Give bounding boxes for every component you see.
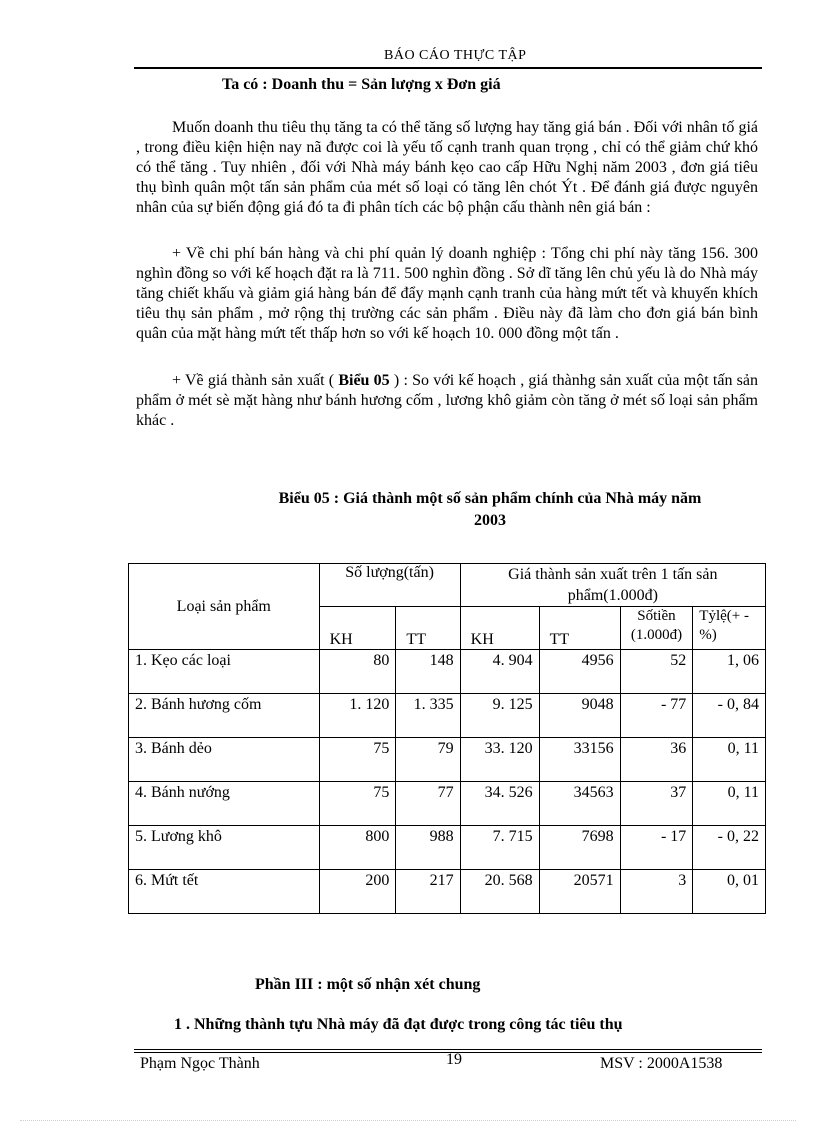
cell-quantity-plan: 80	[319, 650, 396, 694]
cell-quantity-actual: 148	[396, 650, 460, 694]
table-row	[129, 782, 766, 826]
header-cost-plan: KH	[460, 607, 539, 650]
cell-quantity-plan: 1. 120	[319, 694, 396, 738]
cell-quantity-plan: 75	[319, 782, 396, 826]
header-production-cost: Giá thành sản xuất trên 1 tấn sản phẩm(1.000đ)	[460, 564, 765, 607]
cell-cost-actual: 7698	[539, 826, 620, 870]
table-caption-line1: Biểu 05 : Giá thành một số sản phẩm chính của Nhà máy năm	[278, 490, 702, 507]
cell-cost-plan: 34. 526	[460, 782, 539, 826]
table-row	[129, 694, 766, 738]
cell-quantity-actual: 217	[396, 870, 460, 914]
paragraph-production-cost	[136, 371, 758, 431]
header-quantity-actual: TT	[396, 607, 460, 650]
header-divider	[134, 67, 762, 69]
table-row	[129, 826, 766, 870]
cell-amount: 3	[620, 870, 693, 914]
cell-product-name: 3. Bánh dẻo	[129, 738, 320, 782]
cell-amount: - 17	[620, 826, 693, 870]
cell-cost-plan: 7. 715	[460, 826, 539, 870]
cell-rate: 0, 11	[693, 782, 766, 826]
cell-amount: - 77	[620, 694, 693, 738]
table-caption-line2: 2003	[474, 512, 506, 529]
cell-cost-plan: 9. 125	[460, 694, 539, 738]
cell-cost-actual: 20571	[539, 870, 620, 914]
cell-quantity-actual: 77	[396, 782, 460, 826]
table-row	[129, 738, 766, 782]
cell-quantity-plan: 200	[319, 870, 396, 914]
cell-cost-actual: 4956	[539, 650, 620, 694]
table-header-row	[129, 564, 766, 607]
table-body	[129, 650, 766, 914]
cell-amount: 37	[620, 782, 693, 826]
page-edge-divider	[20, 1120, 796, 1121]
footer-divider-top	[134, 1049, 762, 1050]
cell-rate: - 0, 22	[693, 826, 766, 870]
cell-rate: 0, 11	[693, 738, 766, 782]
footer-author: Phạm Ngọc Thành	[140, 1055, 260, 1072]
subsection-title: 1 . Những thành tựu Nhà máy đã đạt được trong công tác tiêu thụ	[174, 1016, 623, 1033]
cell-cost-plan: 4. 904	[460, 650, 539, 694]
paragraph-price-factors: Muốn doanh thu tiêu thụ tăng ta có thể tăng số lượng hay tăng giá bán . Đối với nhân tố giá , trong điều kiện hiện nay nã được coi là yếu tố cạnh tranh quan trọng , chỉ có thể giảm chứ khó có thể tăng . Tuy nhiên , đối với Nhà máy bánh kẹo cao cấp Hữu Nghị năm 2003 , đơn giá tiêu thụ bình quân một tấn sản phẩm của mét số loại có tăng lên chót Ýt . Để đánh giá được nguyên nhân của sự biến động giá đó ta đi phân tích các bộ phận cấu thành nên giá bán :	[136, 119, 758, 216]
cell-cost-plan: 33. 120	[460, 738, 539, 782]
table-row	[129, 870, 766, 914]
header-quantity: Số lượng(tấn)	[319, 564, 460, 607]
cell-amount: 52	[620, 650, 693, 694]
cell-product-name: 5. Lương khô	[129, 826, 320, 870]
cell-amount: 36	[620, 738, 693, 782]
table-row	[129, 650, 766, 694]
section-title: Phần III : một số nhận xét chung	[255, 976, 481, 993]
cell-product-name: 1. Kẹo các loại	[129, 650, 320, 694]
header-rate: Tỷlệ(+ -%)	[693, 607, 766, 650]
paragraph-production-cost-end: ) : So với kế hoạch , giá thànhg sản xuất của một tấn sản phẩm ở mét sè mặt hàng như bánh hương cốm , lương khô giảm còn tăng ở mét số loại sản phẩm khác .	[136, 372, 759, 429]
cell-quantity-actual: 988	[396, 826, 460, 870]
table-caption	[230, 488, 750, 532]
paragraph-selling-costs: + Về chi phí bán hàng và chi phí quản lý doanh nghiệp : Tổng chi phí này tăng 156. 300 nghìn đồng so với kế hoạch đặt ra là 711. 500 nghìn đồng . Sở dĩ tăng lên chủ yếu là do Nhà máy tăng chiết khấu và giảm giá hàng bán để đẩy mạnh cạnh tranh của hàng mứt tết và khuyến khích tiêu thụ sản phẩm , mở rộng thị trường các sản phẩm . Điều này đã làm cho đơn giá bán bình quân của mặt hàng mứt tết thấp hơn so với kế hoạch 10. 000 đồng một tấn .	[136, 245, 758, 342]
cell-product-name: 4. Bánh nướng	[129, 782, 320, 826]
report-header-title: BÁO CÁO THỰC TẬP	[384, 48, 527, 63]
header-quantity-plan: KH	[319, 607, 396, 650]
cell-cost-actual: 9048	[539, 694, 620, 738]
cell-product-name: 2. Bánh hương cốm	[129, 694, 320, 738]
header-amount: Sốtiền (1.000đ)	[620, 607, 693, 650]
cell-product-name: 6. Mứt tết	[129, 870, 320, 914]
table-reference: Biểu 05	[338, 372, 390, 389]
cell-cost-actual: 34563	[539, 782, 620, 826]
cell-rate: 0, 01	[693, 870, 766, 914]
cell-cost-actual: 33156	[539, 738, 620, 782]
header-product-type: Loại sản phẩm	[129, 564, 320, 650]
revenue-formula: Ta có : Doanh thu = Sản lượng x Đơn giá	[222, 76, 501, 93]
cell-cost-plan: 20. 568	[460, 870, 539, 914]
cell-quantity-actual: 1. 335	[396, 694, 460, 738]
cell-quantity-plan: 800	[319, 826, 396, 870]
cell-rate: 1, 06	[693, 650, 766, 694]
paragraph-production-cost-start: + Về giá thành sản xuất (	[172, 372, 339, 389]
product-cost-table	[128, 563, 766, 914]
cell-rate: - 0, 84	[693, 694, 766, 738]
footer-student-id: MSV : 2000A1538	[600, 1055, 723, 1072]
header-cost-actual: TT	[539, 607, 620, 650]
page-number: 19	[446, 1051, 462, 1068]
cell-quantity-actual: 79	[396, 738, 460, 782]
cell-quantity-plan: 75	[319, 738, 396, 782]
